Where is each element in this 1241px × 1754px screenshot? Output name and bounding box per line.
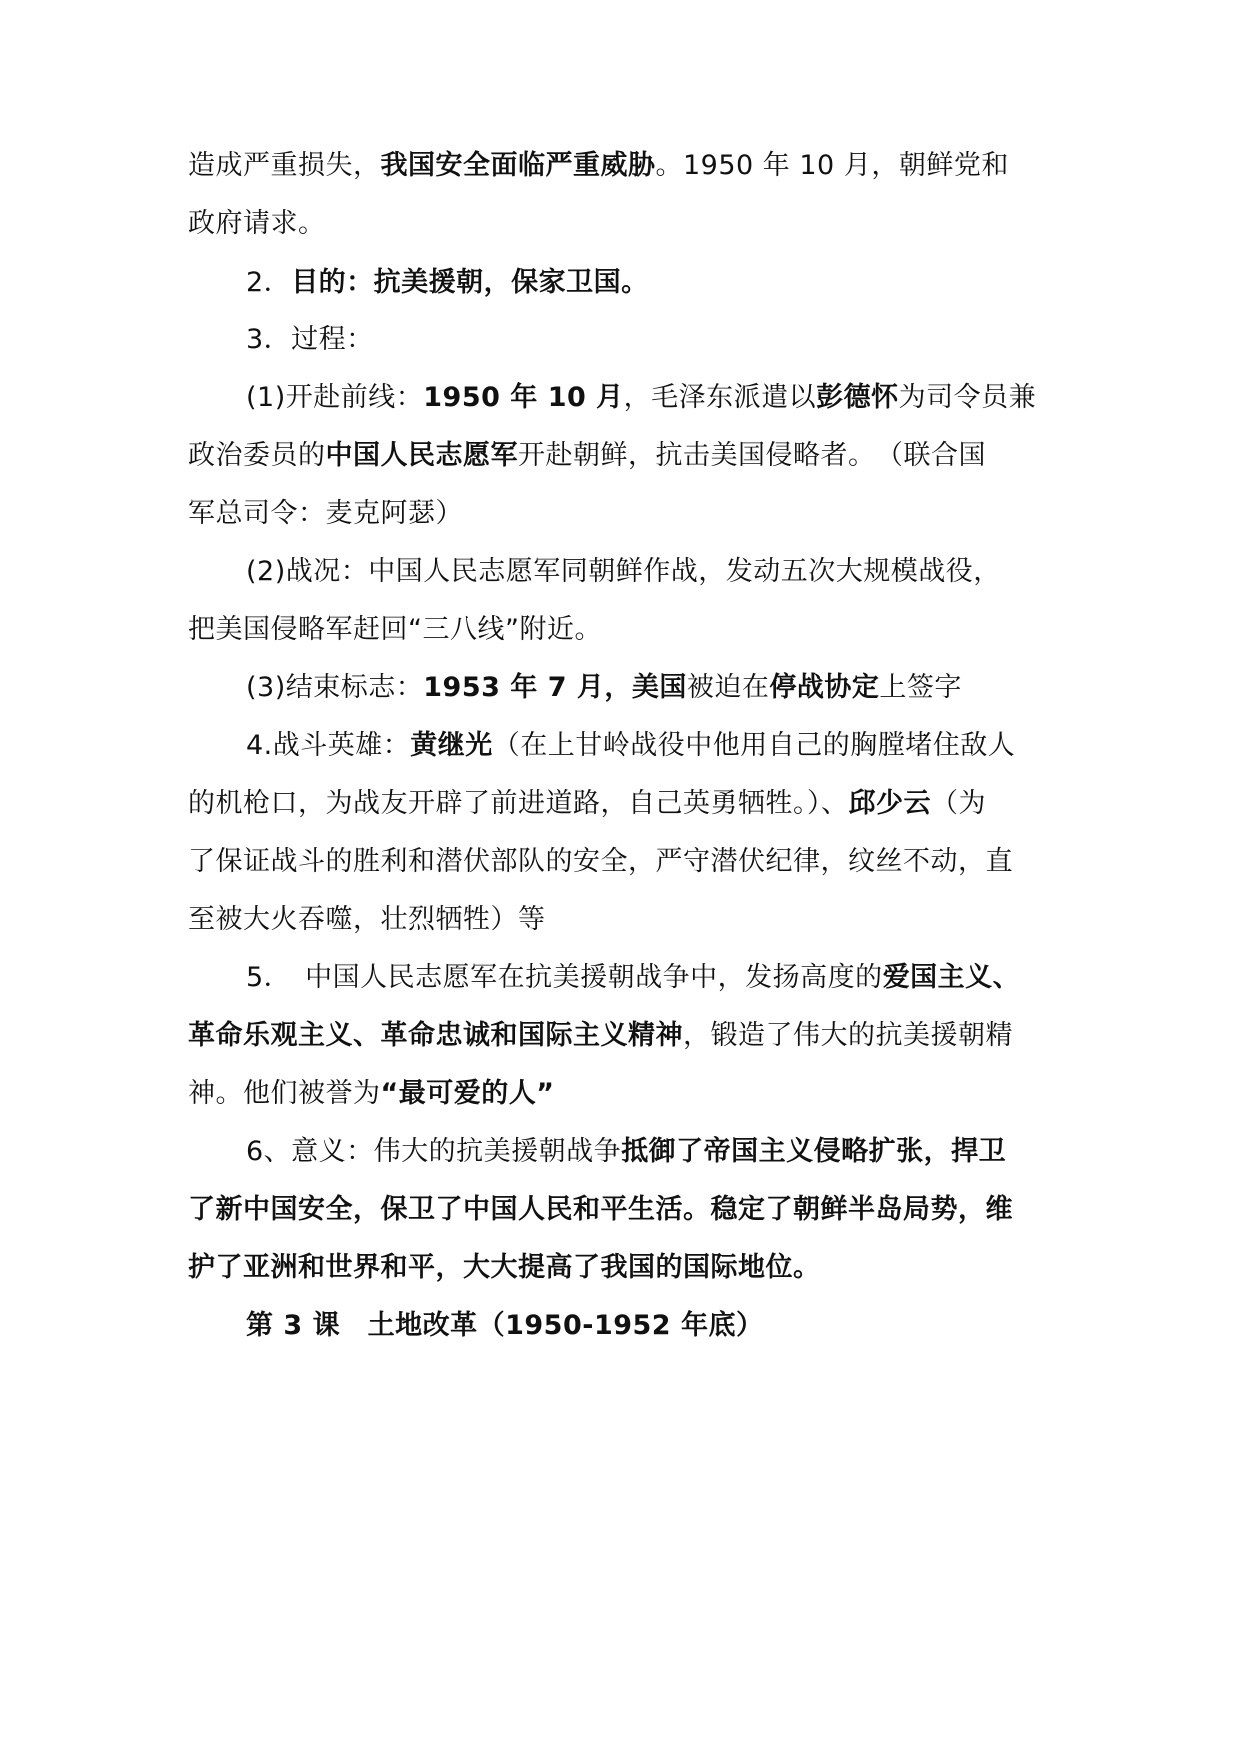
text-line: 4.战斗英雄：黄继光（在上甘岭战役中他用自己的胸膛堵住敌人 xyxy=(246,730,1016,761)
text-line: 政治委员的中国人民志愿军开赴朝鲜，抗击美国侵略者。 （联合国 xyxy=(188,440,986,471)
text-line: 的机枪口，为战友开辟了前进道路，自己英勇牺牲。）、邱少云（为 xyxy=(188,788,986,819)
text-line: (1)开赴前线：1950 年 10 月，毛泽东派遣以彭德怀为司令员兼 xyxy=(246,382,1037,413)
text-line: 了新中国安全，保卫了中国人民和平生活。稳定了朝鲜半岛局势，维 xyxy=(188,1194,1013,1225)
section-heading: 第 3 课 土地改革（1950-1952 年底） xyxy=(246,1310,764,1341)
text-line: 护了亚洲和世界和平，大大提高了我国的国际地位。 xyxy=(188,1252,821,1283)
text-line: (3)结束标志：1953 年 7 月，美国被迫在停战协定上签字 xyxy=(246,672,962,703)
text-line: 神。他们被誉为“最可爱的人” xyxy=(188,1078,555,1109)
text-line: 军总司令：麦克阿瑟） xyxy=(188,498,463,529)
text-line: 3．过程： xyxy=(246,324,374,355)
text-line: 政府请求。 xyxy=(188,208,326,239)
text-line: (2)战况：中国人民志愿军同朝鲜作战，发动五次大规模战役， xyxy=(246,556,1001,587)
text-line: 至被大火吞噬，壮烈牺牲）等 xyxy=(188,904,546,935)
text-line: 6、意义：伟大的抗美援朝战争抵御了帝国主义侵略扩张，捍卫 xyxy=(246,1136,1007,1167)
text-line: 造成严重损失，我国安全面临严重威胁。1950 年 10 月，朝鲜党和 xyxy=(188,150,1009,181)
text-line: 了保证战斗的胜利和潜伏部队的安全，严守潜伏纪律，纹丝不动，直 xyxy=(188,846,1013,877)
text-line: 5． 中国人民志愿军在抗美援朝战争中，发扬高度的爱国主义、 xyxy=(246,962,1021,993)
text-line: 把美国侵略军赶回“三八线”附近。 xyxy=(188,614,602,645)
text-line: 2．目的：抗美援朝，保家卫国。 xyxy=(246,267,649,298)
text-line: 革命乐观主义、革命忠诚和国际主义精神，锻造了伟大的抗美援朝精 xyxy=(188,1020,1013,1051)
